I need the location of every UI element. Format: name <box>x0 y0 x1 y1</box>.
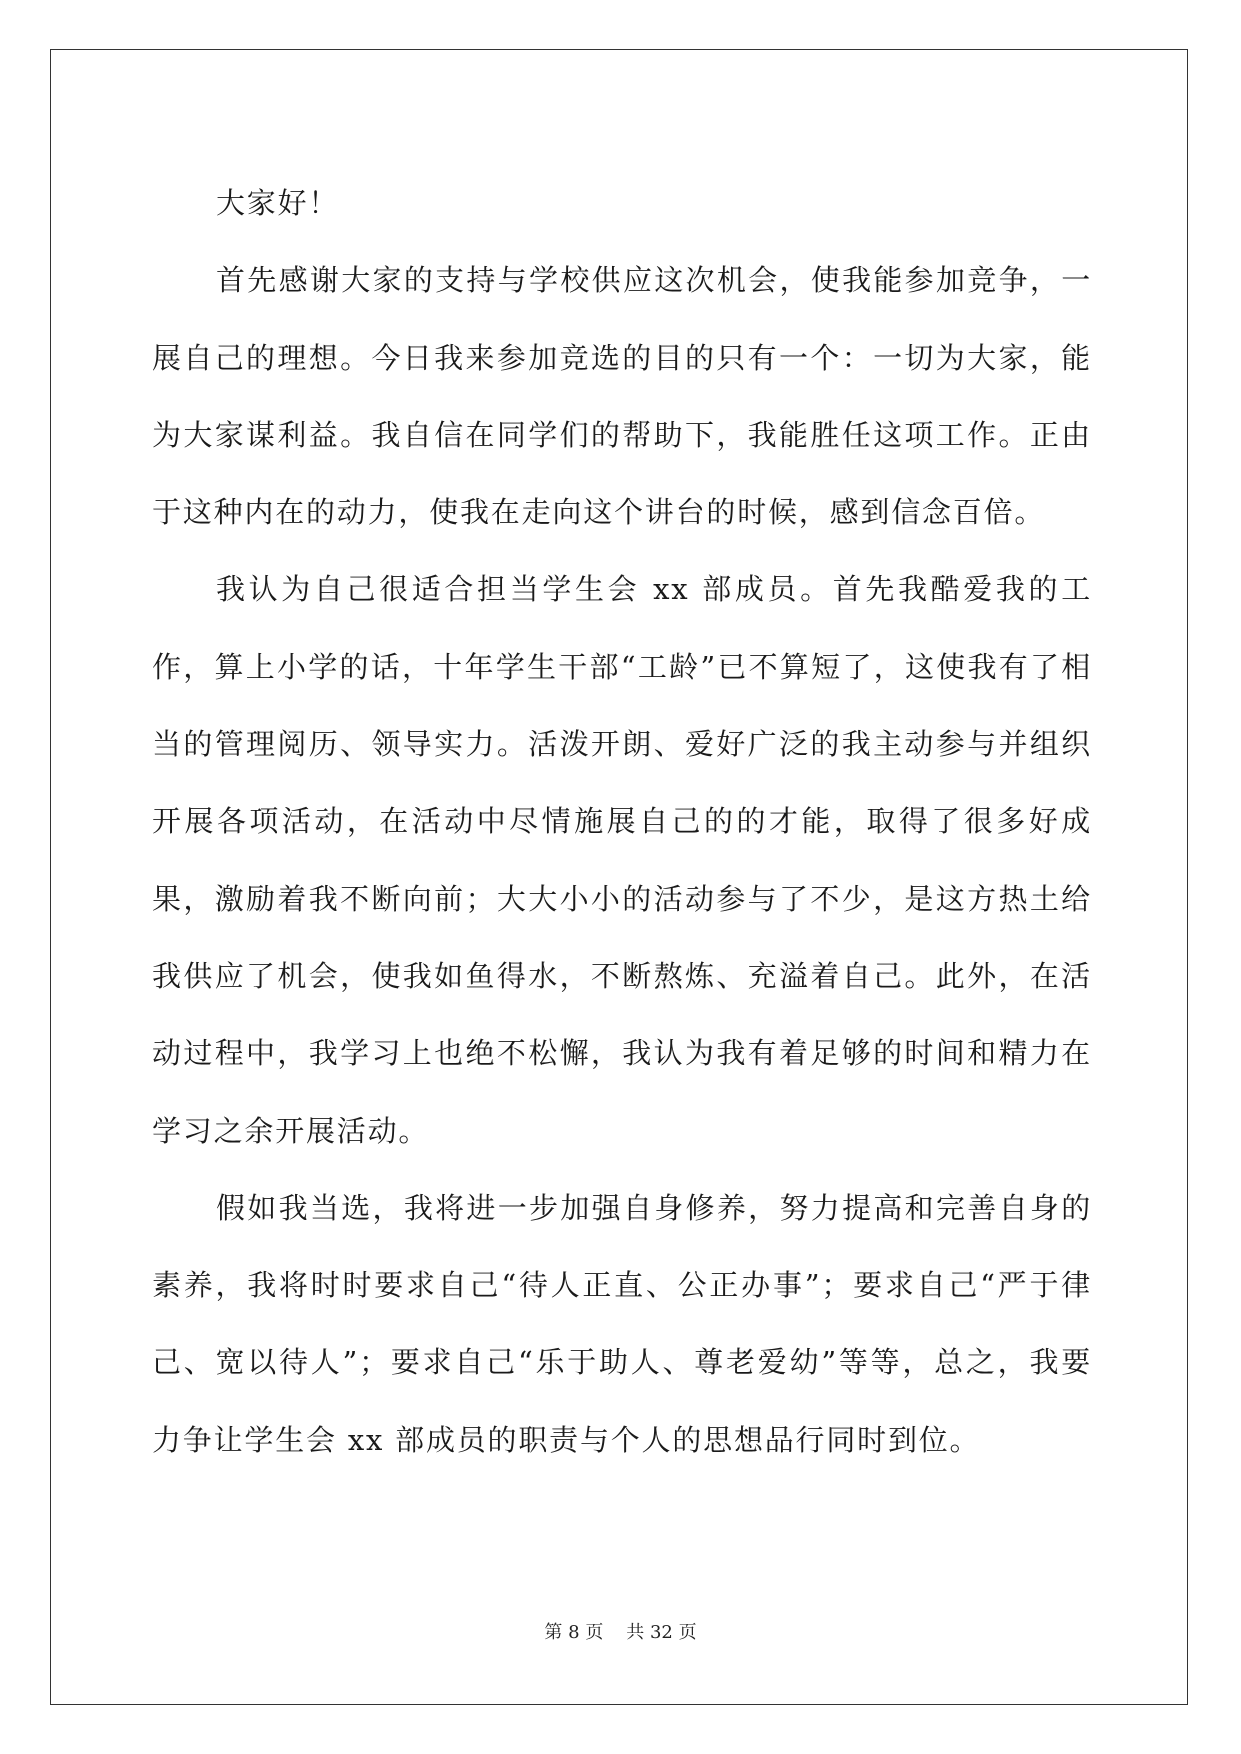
paragraph-qualifications: 我认为自己很适合担当学生会 xx 部成员。首先我酷爱我的工作，算上小学的话，十年学生干部“工龄”已不算短了，这使我有了相当的管理阅历、领导实力。活泼开朗、爱好广泛的我主动参与并组织开展各项活动，在活动中尽情施展自己的的才能，取得了很多好成果，激励着我不断向前；大大小小的活动参与了不少，是这方热土给我供应了机会，使我如鱼得水，不断熬炼、充溢着自己。此外，在活动过程中，我学习上也绝不松懈，我认为我有着足够的时间和精力在学习之余开展活动。 <box>152 572 1092 1148</box>
page-footer <box>0 1618 1241 1644</box>
page-number: 第 8 页 <box>544 1622 604 1643</box>
page-total: 共 32 页 <box>626 1622 697 1643</box>
paragraph-commitment: 假如我当选，我将进一步加强自身修养，努力提高和完善自身的素养，我将时时要求自己“待人正直、公正办事”；要求自己“严于律己、宽以待人”；要求自己“乐于助人、尊老爱幼”等等，总之，我要力争让学生会 xx 部成员的职责与个人的思想品行同时到位。 <box>152 1190 1092 1457</box>
paragraph-greeting: 大家好！ <box>216 186 340 220</box>
paragraph-intro: 首先感谢大家的支持与学校供应这次机会，使我能参加竞争，一展自己的理想。今日我来参加竞选的目的只有一个：一切为大家，能为大家谋利益。我自信在同学们的帮助下，我能胜任这项工作。正由于这种内在的动力，使我在走向这个讲台的时候，感到信念百倍。 <box>152 263 1092 530</box>
document-body <box>152 165 1092 1479</box>
